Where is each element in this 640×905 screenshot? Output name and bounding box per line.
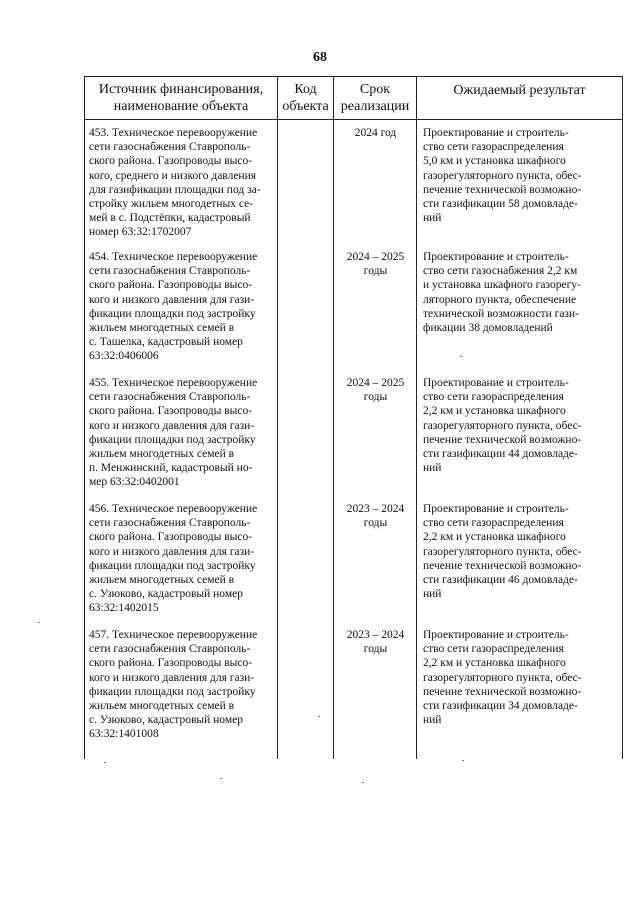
scan-speck: [220, 778, 222, 779]
row-term: 2023 – 2024 годы: [346, 629, 405, 656]
row-code: [278, 250, 334, 372]
row-term: 2024 год: [354, 127, 397, 139]
table-row: [85, 246, 622, 372]
row-code: [278, 502, 334, 624]
header-term: Срок реализации: [334, 77, 417, 119]
row-code: [278, 376, 334, 498]
row-source: 455. Техническое перевооружение сети газоснабжения Ставрополь- ского района. Газопроводы высо- кого и низкого давления для гази- фикации площадки под застройку жильем многодетных семей в п. Менжинский, кадастровый но- мер 63:32:0402001: [89, 377, 258, 489]
row-term: 2024 – 2025 годы: [346, 251, 405, 278]
column-divider: [333, 120, 334, 759]
row-code: [278, 126, 334, 246]
scan-speck: [38, 622, 40, 623]
header-source: Источник финансирования, наименование объекта: [85, 77, 278, 119]
column-divider: [416, 120, 417, 759]
scan-speck: [104, 762, 106, 763]
table-header: [84, 76, 623, 120]
row-result: Проектирование и строитель- ство сети газораспределения 2,2 км и установка шкафного газорегуляторного пункта, обес- печение технической возможно- сти газификации 46 домовладе- ний: [423, 503, 582, 601]
row-source: 456. Техническое перевооружение сети газоснабжения Ставрополь- ского района. Газопроводы высо- кого и низкого давления для гази- фикации площадки под застройку жильем многодетных семей в с. Узюково, кадастровый номер 63:32:1402015: [89, 503, 258, 615]
row-result: Проектирование и строитель- ство сети газораспределения 2,2 км и установка шкафного газорегуляторного пункта, обес- печение технической возможно- сти газификации 34 домовладе- ний: [423, 629, 582, 727]
row-source: 453. Техническое перевооружение сети газоснабжения Ставрополь- ского района. Газопроводы высо- кого, среднего и низкого давления для газификации площадки под за- стройку жильем многодетных се- мей в с. Подстёпки, кадастровый номер 63:32:1702007: [89, 127, 261, 239]
row-term: 2023 – 2024 годы: [346, 503, 405, 530]
table-row: [85, 498, 622, 624]
table-body: [84, 120, 623, 759]
scan-speck: [362, 782, 364, 783]
table-row: [85, 120, 622, 246]
row-term: 2024 – 2025 годы: [346, 377, 405, 404]
column-divider: [277, 120, 278, 759]
header-result: Ожидаемый результат: [453, 83, 586, 98]
row-source: 457. Техническое перевооружение сети газоснабжения Ставрополь- ского района. Газопроводы высо- кого и низкого давления для гази- фикации площадки под застройку жильем многодетных семей в с. Узюково, кадастровый номер 63:32:1401008: [89, 629, 258, 741]
page-number: 68: [313, 50, 327, 65]
table-row: [85, 624, 622, 759]
row-code: [278, 628, 334, 759]
row-source: 454. Техническое перевооружение сети газоснабжения Ставрополь- ского района. Газопроводы высо- кого и низкого давления для гази- фикации площадки под застройку жильем многодетных семей в с. Ташелка, кадастровый номер 63:32:0406006: [89, 251, 258, 363]
scan-speck: [462, 760, 464, 761]
header-code: Код объекта: [278, 77, 334, 119]
row-result: Проектирование и строитель- ство сети газораспределения 5,0 км и установка шкафного газорегуляторного пункта, обес- печение технической возможно- сти газификации 58 домовладе- ний: [423, 127, 582, 225]
table-row: [85, 372, 622, 498]
scan-speck: [318, 716, 320, 717]
row-result: Проектирование и строитель- ство сети газораспределения 2,2 км и установка шкафного газорегуляторного пункта, обес- печение технической возможно- сти газификации 44 домовладе- ний: [423, 377, 582, 475]
row-result: Проектирование и строитель- ство сети газоснабжения 2,2 км и установка шкафного газорегу- ляторного пункта, обеспечение технической возможности гази- фикации 38 домовладений: [423, 251, 581, 335]
financing-table: [84, 76, 623, 759]
scan-speck: [460, 356, 462, 357]
